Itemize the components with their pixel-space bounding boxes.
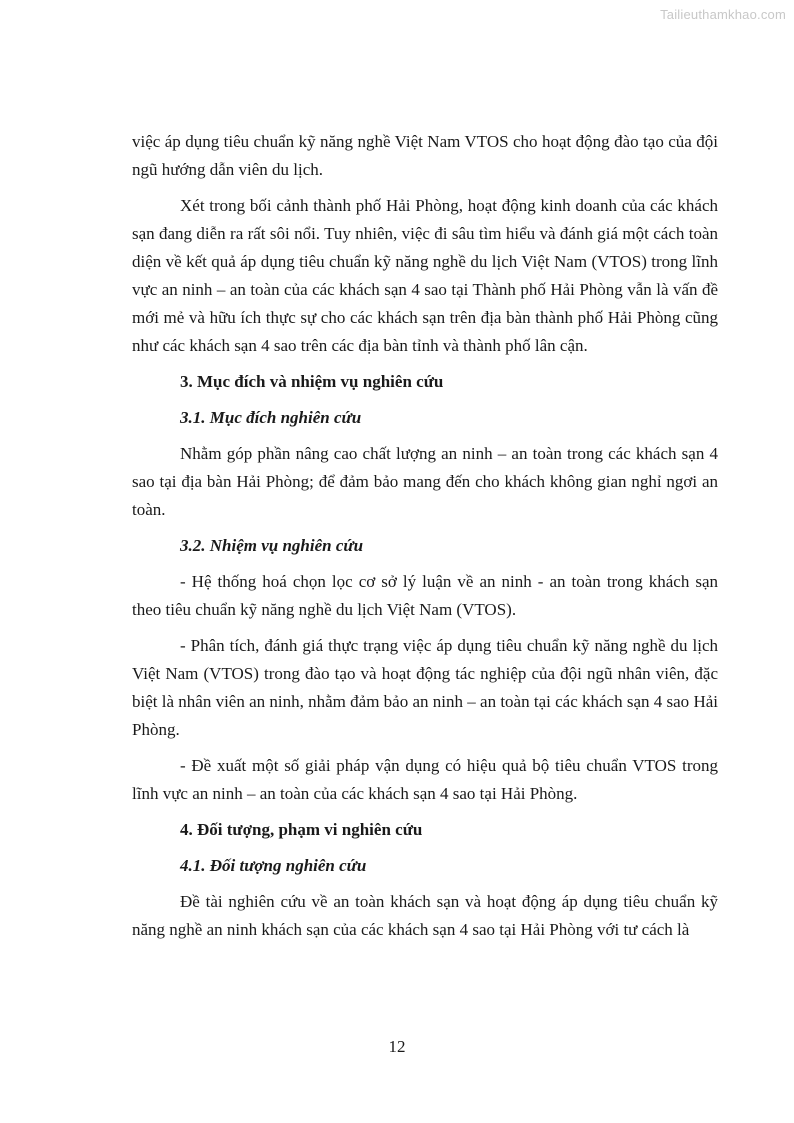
heading-section-3: 3. Mục đích và nhiệm vụ nghiên cứu — [180, 372, 444, 391]
task-item-1: - Hệ thống hoá chọn lọc cơ sở lý luận về an ninh - an toàn trong khách sạn theo tiêu chuẩn kỹ năng nghề du lịch Việt Nam (VTOS). — [132, 572, 718, 619]
heading-4-1: 4.1. Đối tượng nghiên cứu — [180, 856, 367, 875]
heading-3-1: 3.1. Mục đích nghiên cứu — [180, 408, 362, 427]
document-body — [132, 128, 718, 952]
watermark: Tailieuthamkhao.com — [660, 7, 786, 22]
task-item-3: - Đề xuất một số giải pháp vận dụng có hiệu quả bộ tiêu chuẩn VTOS trong lĩnh vực an ninh – an toàn của các khách sạn 4 sao tại Hải Phòng. — [132, 756, 718, 803]
page-number: 12 — [388, 1037, 406, 1056]
paragraph-purpose: Nhằm góp phần nâng cao chất lượng an ninh – an toàn trong các khách sạn 4 sao tại địa bàn Hải Phòng; để đảm bảo mang đến cho khách không gian nghỉ ngơi an toàn. — [132, 444, 718, 519]
paragraph-object: Đề tài nghiên cứu về an toàn khách sạn và hoạt động áp dụng tiêu chuẩn kỹ năng nghề an ninh khách sạn của các khách sạn 4 sao tại Hải Phòng với tư cách là — [132, 892, 718, 939]
paragraph-context: Xét trong bối cảnh thành phố Hải Phòng, hoạt động kinh doanh của các khách sạn đang diễn ra rất sôi nổi. Tuy nhiên, việc đi sâu tìm hiểu và đánh giá một cách toàn diện về kết quả áp dụng tiêu chuẩn kỹ năng nghề du lịch Việt Nam (VTOS) trong lĩnh vực an ninh – an toàn của các khách sạn 4 sao tại Thành phố Hải Phòng vẫn là vấn đề mới mẻ và hữu ích thực sự cho các khách sạn trên địa bàn thành phố Hải Phòng cũng như các khách sạn 4 sao trên các địa bàn tỉnh và thành phố lân cận. — [132, 196, 718, 355]
heading-section-4: 4. Đối tượng, phạm vi nghiên cứu — [180, 820, 423, 839]
heading-3-2: 3.2. Nhiệm vụ nghiên cứu — [180, 536, 364, 555]
task-item-2: - Phân tích, đánh giá thực trạng việc áp dụng tiêu chuẩn kỹ năng nghề du lịch Việt Nam (VTOS) trong đào tạo và hoạt động tác nghiệp của đội ngũ nhân viên, đặc biệt là nhân viên an ninh, nhằm đảm bảo an ninh – an toàn tại các khách sạn 4 sao Hải Phòng. — [132, 636, 718, 739]
paragraph-continuation: việc áp dụng tiêu chuẩn kỹ năng nghề Việt Nam VTOS cho hoạt động đào tạo của đội ngũ hướng dẫn viên du lịch. — [132, 132, 718, 179]
